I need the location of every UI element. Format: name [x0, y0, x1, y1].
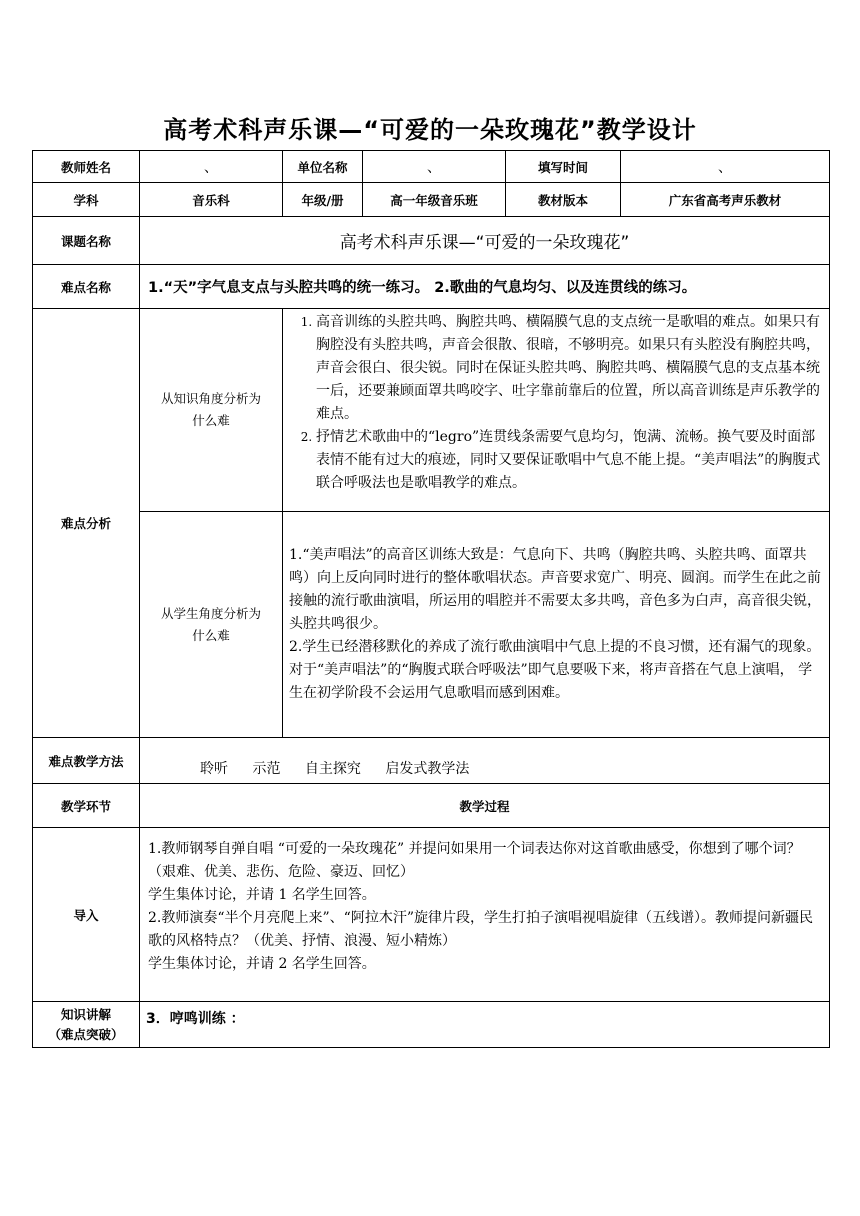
method-item-inquiry: 自主探究 — [304, 760, 361, 777]
knowledge-angle-list — [289, 311, 825, 495]
difficulty-row — [33, 265, 830, 309]
unit-name-label: 单位名称 — [283, 151, 363, 183]
grade-value: 高一年级音乐班 — [363, 183, 506, 217]
knowledge-label-line1: 知识讲解 — [60, 1006, 111, 1022]
teacher-name-value: 、 — [140, 151, 283, 183]
knowledge-value: 3．哼鸣训练 ： — [140, 1002, 830, 1048]
fill-date-label: 填写时间 — [506, 151, 621, 183]
list-item: 2. 抒情艺术歌曲中的“legro”连贯线条需要气息均匀，饱满、流畅。换气要及时面部表情不能有过大的痕迹，同时又要保证歌唱中气息不能上提。“美声唱法”的胸腹式联合呼吸法也是歌唱教学的难点。 — [316, 426, 825, 495]
method-item-demo: 示范 — [252, 760, 281, 777]
intro-label: 导入 — [33, 828, 140, 1002]
process-stage-label: 教学环节 — [33, 784, 140, 828]
intro-content — [140, 828, 830, 1002]
intro-para-2: 学生集体讨论，并请 1 名学生回答。 — [148, 886, 376, 903]
knowledge-angle-label-line2: 什么难 — [192, 413, 230, 428]
list-item: 1. 高音训练的头腔共鸣、胸腔共鸣、横隔膜气息的支点统一是歌唱的难点。如果只有胸腔没有头腔共鸣，声音会很散、很暗，不够明亮。如果只有头腔没有胸腔共鸣，声音会很白、很尖锐。同时在保证头腔共鸣、胸腔共鸣、横隔膜气息的支点基本统一后，还要兼顾面罩共鸣咬字、吐字靠前靠后的位置，所以高音训练是声乐教学的难点。 — [316, 311, 825, 426]
student-angle-label-line1: 从学生角度分析为 — [160, 605, 261, 621]
method-label: 难点教学方法 — [33, 738, 140, 784]
method-item-heuristic: 启发式教学法 — [385, 760, 470, 777]
info-row-1 — [33, 151, 830, 183]
subject-value: 音乐科 — [140, 183, 283, 217]
difficulty-label: 难点名称 — [33, 265, 140, 309]
analysis-knowledge-row — [33, 309, 830, 512]
topic-value: 高考术科声乐课—“可爱的一朵玫瑰花” — [140, 217, 830, 265]
knowledge-label — [33, 1002, 140, 1048]
page-title: 高考术科声乐课—“可爱的一朵玫瑰花”教学设计 — [163, 116, 697, 144]
method-item-listen: 聆听 — [200, 760, 228, 777]
teacher-name-label: 教师姓名 — [33, 151, 140, 183]
student-angle-content — [283, 512, 830, 738]
intro-row — [33, 828, 830, 1002]
method-row — [33, 738, 830, 784]
process-content-label: 教学过程 — [140, 784, 830, 828]
knowledge-label-line2: （难点突破） — [48, 1026, 124, 1042]
info-row-2 — [33, 183, 830, 217]
fill-date-value: 、 — [621, 151, 830, 183]
intro-para-3: 2.教师演奏“半个月亮爬上来”、“阿拉木汗”旋律片段，学生打拍子演唱视唱旋律（五线谱）。教师提问新疆民歌的风格特点？（优美、抒情、浪漫、短小精炼） — [148, 909, 813, 949]
knowledge-angle-content — [283, 309, 830, 512]
analysis-student-row — [33, 512, 830, 738]
knowledge-row — [33, 1002, 830, 1048]
knowledge-angle-label — [140, 309, 283, 512]
method-value — [140, 738, 830, 784]
grade-label: 年级/册 — [283, 183, 363, 217]
difficulty-value: 1.“天”字气息支点与头腔共鸣的统一练习。 2.歌曲的气息均匀、以及连贯线的练习。 — [140, 265, 830, 309]
topic-row — [33, 217, 830, 265]
student-angle-para-2: 2.学生已经潜移默化的养成了流行歌曲演唱中气息上提的不良习惯，还有漏气的现象。对于“美声唱法”的“胸腹式联合呼吸法”即气息要吸下来，将声音搭在气息上演唱， 学生在初学阶段不会运用气息歌唱而感到困难。 — [289, 639, 821, 701]
process-header-row — [33, 784, 830, 828]
edition-value: 广东省高考声乐教材 — [621, 183, 830, 217]
edition-label: 教材版本 — [506, 183, 621, 217]
lesson-plan-table — [32, 150, 830, 1048]
knowledge-angle-label-line1: 从知识角度分析为 — [160, 391, 261, 406]
intro-para-4: 学生集体讨论，并请 2 名学生回答。 — [148, 955, 376, 972]
topic-label: 课题名称 — [33, 217, 140, 265]
analysis-label: 难点分析 — [33, 309, 140, 738]
student-angle-label-line2: 什么难 — [192, 627, 230, 643]
intro-para-1: 1.教师钢琴自弹自唱 “可爱的一朵玫瑰花” 并提问如果用一个词表达你对这首歌曲感受，你想到了哪个词？（艰难、优美、悲伤、危险、豪迈、回忆） — [148, 840, 801, 880]
student-angle-label — [140, 512, 283, 738]
unit-name-value: 、 — [363, 151, 506, 183]
student-angle-para-1: 1.“美声唱法”的高音区训练大致是：气息向下、共鸣（胸腔共鸣、头腔共鸣、面罩共鸣）向上反向同时进行的整体歌唱状态。声音要求宽广、明亮、圆润。而学生在此之前接触的流行歌曲演唱，所运用的唱腔并不需要太多共鸣，音色多为白声，高音很尖锐，头腔共鸣很少。 — [289, 547, 821, 632]
subject-label: 学科 — [33, 183, 140, 217]
